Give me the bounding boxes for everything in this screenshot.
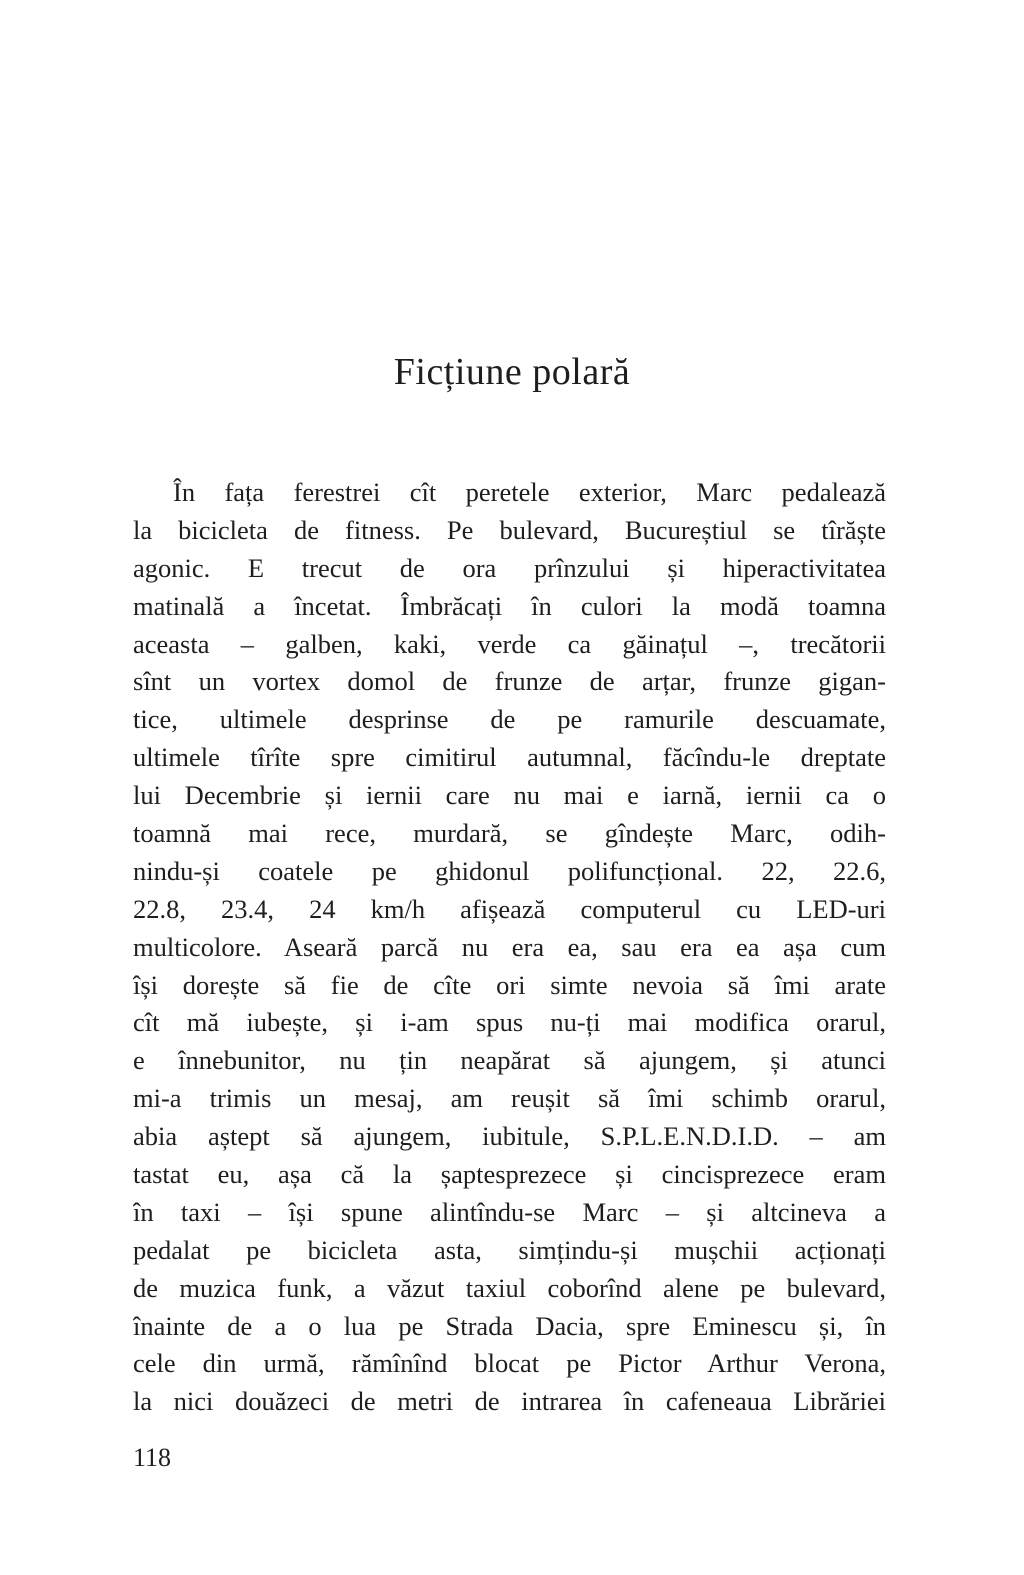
text-line: ultimele tîrîte spre cimitirul autumnal, făcîndu-le dreptate — [133, 742, 886, 773]
text-line: sînt un vortex domol de frunze de arțar, frunze gigan- — [133, 666, 886, 697]
text-line: lui Decembrie și iernii care nu mai e iarnă, iernii ca o — [133, 780, 886, 811]
text-line: matinală a încetat. Îmbrăcați în culori la modă toamna — [133, 590, 886, 621]
text-line: la bicicleta de fitness. Pe bulevard, Bucureștiul se tîrăște — [133, 514, 886, 545]
text-line: cît mă iubește, și i-am spus nu-ți mai modifica orarul, — [133, 1007, 886, 1038]
text-line: abia aștept să ajungem, iubitule, S.P.L.E.N.D.I.D. – am — [133, 1121, 886, 1152]
text-line: mi-a trimis un mesaj, am reușit să îmi schimb orarul, — [133, 1083, 886, 1114]
text-line: înainte de a o lua pe Strada Dacia, spre Eminescu și, în — [133, 1310, 886, 1341]
page-number: 118 — [133, 1443, 172, 1472]
text-line: în taxi – își spune alintîndu-se Marc – și altcineva a — [133, 1196, 886, 1227]
text-line: 22.8, 23.4, 24 km/h afișează computerul cu LED-uri — [133, 893, 886, 924]
text-line: tastat eu, așa că la șaptesprezece și cincisprezece eram — [133, 1159, 886, 1190]
text-line: de muzica funk, a văzut taxiul coborînd alene pe bulevard, — [133, 1272, 886, 1303]
chapter-title: Ficțiune polară — [393, 351, 631, 393]
text-line: tice, ultimele desprinse de pe ramurile descuamate, — [133, 704, 886, 735]
text-line: aceasta – galben, kaki, verde ca găinațul –, trecătorii — [133, 628, 886, 659]
text-line: toamnă mai rece, murdară, se gîndește Marc, odih- — [133, 818, 886, 849]
text-line: agonic. E trecut de ora prînzului și hiperactivitatea — [133, 552, 886, 583]
text-line: își dorește să fie de cîte ori simte nevoia să îmi arate — [133, 969, 886, 1000]
text-line: la nici douăzeci de metri de intrarea în cafeneaua Librăriei — [133, 1386, 886, 1417]
text-line: multicolore. Aseară parcă nu era ea, sau era ea așa cum — [133, 931, 886, 962]
text-line: e înnebunitor, nu țin neapărat să ajungem, și atunci — [133, 1045, 886, 1076]
text-line: cele din urmă, rămînînd blocat pe Pictor Arthur Verona, — [133, 1348, 886, 1379]
text-line: În fața ferestrei cît peretele exterior, Marc pedalează — [173, 477, 886, 507]
text-line: nindu-și coatele pe ghidonul polifuncțional. 22, 22.6, — [133, 855, 886, 886]
body-text — [133, 474, 886, 1421]
text-line: pedalat pe bicicleta asta, simțindu-și mușchii acționați — [133, 1234, 886, 1265]
